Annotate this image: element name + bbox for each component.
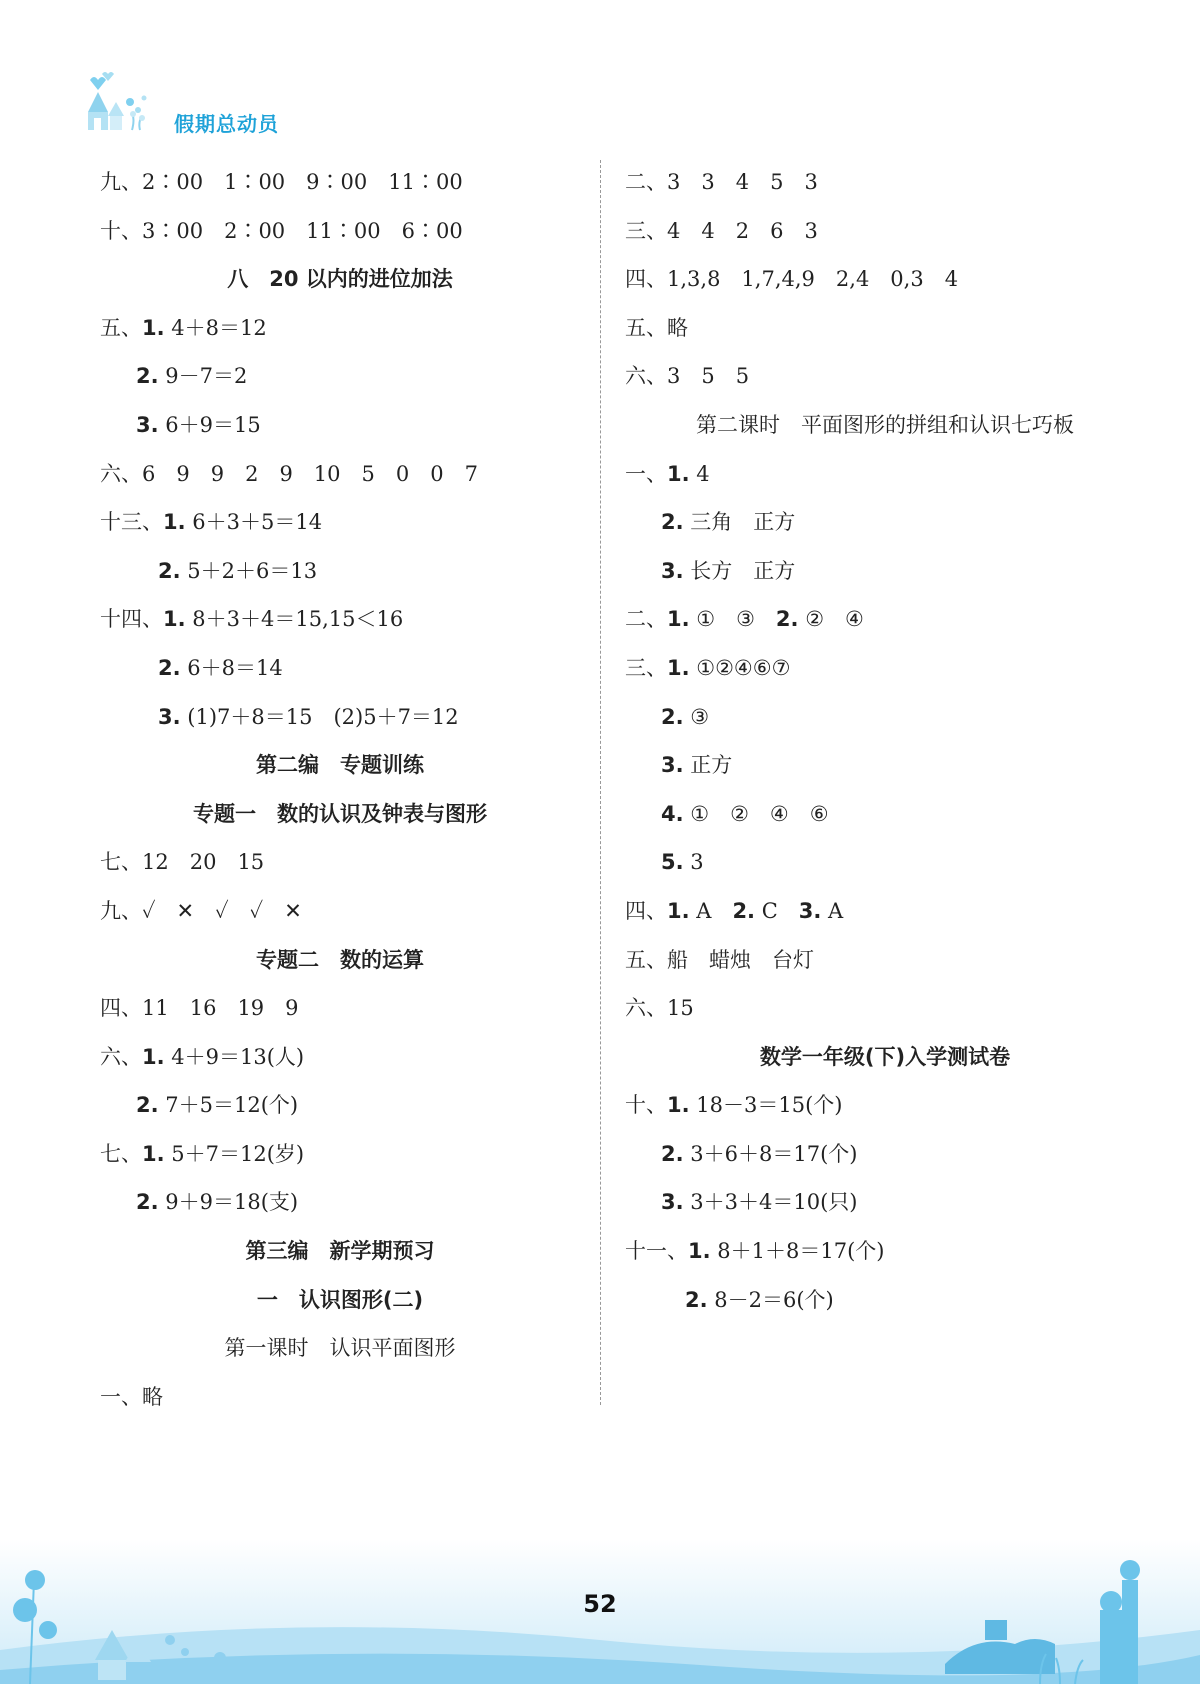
answer-line <box>100 1130 580 1179</box>
item-answer: 7＋5＝12(个) <box>158 1093 299 1118</box>
item-number: 3. <box>661 1190 684 1215</box>
answer-line: 四、11 16 19 9 <box>100 996 299 1021</box>
page-number: 52 <box>583 1590 617 1618</box>
answer-line <box>625 644 1145 693</box>
item-answer: (1)7＋8＝15 (2)5＋7＝12 <box>180 704 459 729</box>
house-logo-icon <box>82 72 172 142</box>
question-prefix: 十一、 <box>625 1239 688 1264</box>
item-number: 1. <box>142 1141 165 1166</box>
item-answer: ① ③ <box>689 607 776 632</box>
answer-line: 四、1,3,8 1,7,4,9 2,4 0,3 4 <box>625 267 959 292</box>
item-number: 2. <box>732 898 756 923</box>
item-answer: 三角 正方 <box>683 510 796 535</box>
item-answer: 5＋2＋6＝13 <box>180 558 318 583</box>
section-heading: 一 认识图形(二) <box>256 1287 424 1312</box>
item-number: 2. <box>775 607 799 632</box>
question-prefix: 二、 <box>625 607 667 632</box>
answer-line: 一、略 <box>100 1384 163 1409</box>
section-heading: 八 20 以内的进位加法 <box>227 267 453 292</box>
item-number: 2. <box>661 510 684 535</box>
header <box>82 72 382 142</box>
left-column <box>100 158 580 1421</box>
item-answer: 8＋3＋4＝15,15＜16 <box>185 607 404 632</box>
answer-line <box>625 1276 1145 1325</box>
answer-line <box>625 498 1145 547</box>
answer-line: 九、2∶00 1∶00 9∶00 11∶00 <box>100 170 463 194</box>
item-answer: ① ② ④ ⑥ <box>683 801 829 826</box>
header-title: 假期总动员 <box>174 112 279 136</box>
item-number: 1. <box>142 315 165 340</box>
answer-line: 九、✓ ✕ ✓ ✓ ✕ <box>100 898 302 923</box>
question-prefix: 一、 <box>625 461 667 486</box>
item-answer: 3＋6＋8＝17(个) <box>683 1141 858 1166</box>
item-number: 1. <box>667 1093 690 1118</box>
section-heading: 数学一年级(下)入学测试卷 <box>759 1044 1011 1069</box>
answer-line: 五、略 <box>625 315 688 340</box>
item-answer: 8＋1＋8＝17(个) <box>710 1239 885 1264</box>
item-answer: C <box>755 898 799 923</box>
item-number: 2. <box>136 364 159 389</box>
question-prefix: 十四、 <box>100 607 163 632</box>
answer-line <box>100 304 580 353</box>
answer-line <box>625 838 1145 887</box>
answer-line <box>625 450 1145 499</box>
answer-line <box>100 595 580 644</box>
answer-line <box>100 401 580 450</box>
item-answer: 6＋8＝14 <box>180 655 283 680</box>
item-number: 2. <box>661 1141 684 1166</box>
answer-line <box>100 547 580 596</box>
answer-line <box>100 498 580 547</box>
item-answer: 9＋9＝18(支) <box>158 1190 299 1215</box>
answer-line <box>100 1178 580 1227</box>
item-number: 5. <box>661 850 684 875</box>
right-column <box>625 158 1145 1324</box>
item-answer: A <box>821 898 844 923</box>
item-answer: 4＋8＝12 <box>164 315 267 340</box>
answer-line: 七、12 20 15 <box>100 850 265 875</box>
item-number: 2. <box>661 704 684 729</box>
question-prefix: 十三、 <box>100 510 163 535</box>
answer-line: 五、船 蜡烛 台灯 <box>625 947 814 972</box>
item-answer: ①②④⑥⑦ <box>689 655 791 680</box>
answer-line <box>625 547 1145 596</box>
item-answer: 6＋9＝15 <box>158 412 261 437</box>
item-answer: ② ④ <box>798 607 864 632</box>
answer-line <box>625 1178 1145 1227</box>
section-heading: 第二编 专题训练 <box>256 753 424 778</box>
answer-line <box>100 1081 580 1130</box>
question-prefix: 五、 <box>100 315 142 340</box>
answer-line: 六、15 <box>625 996 694 1021</box>
item-number: 2. <box>136 1093 159 1118</box>
item-answer: 正方 <box>683 753 733 778</box>
item-answer: 9－7＝2 <box>158 364 248 389</box>
item-answer: 6＋3＋5＝14 <box>185 510 323 535</box>
answer-line: 六、3 5 5 <box>625 364 750 389</box>
item-number: 1. <box>688 1239 711 1264</box>
question-prefix: 三、 <box>625 655 667 680</box>
section-heading: 专题二 数的运算 <box>256 947 424 972</box>
item-answer: 18－3＝15(个) <box>689 1093 843 1118</box>
answer-line <box>625 887 1145 936</box>
question-prefix: 七、 <box>100 1141 142 1166</box>
question-prefix: 四、 <box>625 898 667 923</box>
item-number: 1. <box>667 461 690 486</box>
lesson-heading: 第二课时 平面图形的拼组和认识七巧板 <box>696 412 1074 437</box>
item-number: 3. <box>661 558 684 583</box>
answer-line <box>625 1081 1145 1130</box>
item-number: 3. <box>798 898 822 923</box>
answer-line <box>625 693 1145 742</box>
item-number: 1. <box>667 655 690 680</box>
answer-line <box>625 1227 1145 1276</box>
item-number: 2. <box>158 655 181 680</box>
item-answer: 长方 正方 <box>683 558 796 583</box>
section-heading: 第三编 新学期预习 <box>245 1239 435 1264</box>
item-number: 2. <box>685 1287 708 1312</box>
item-answer: 3 <box>683 850 704 875</box>
item-number: 3. <box>158 704 181 729</box>
answer-line <box>625 1130 1145 1179</box>
answer-line <box>100 352 580 401</box>
item-answer: A <box>689 898 733 923</box>
item-answer: 4＋9＝13(人) <box>164 1044 305 1069</box>
answer-line <box>100 644 580 693</box>
item-number: 2. <box>136 1190 159 1215</box>
answer-line <box>625 595 1145 644</box>
answer-line: 二、3 3 4 5 3 <box>625 170 818 194</box>
item-answer: 4 <box>689 461 710 486</box>
item-number: 2. <box>158 558 181 583</box>
item-number: 1. <box>667 898 690 923</box>
question-prefix: 六、 <box>100 1044 142 1069</box>
answer-line <box>625 790 1145 839</box>
answer-line <box>100 1033 580 1082</box>
lesson-heading: 第一课时 认识平面图形 <box>224 1336 456 1361</box>
answer-line: 十、3∶00 2∶00 11∶00 6∶00 <box>100 218 463 243</box>
item-number: 4. <box>661 801 684 826</box>
column-divider <box>600 160 601 1405</box>
item-number: 3. <box>136 412 159 437</box>
item-number: 1. <box>667 607 690 632</box>
question-prefix: 十、 <box>625 1093 667 1118</box>
item-answer: 8－2＝6(个) <box>707 1287 834 1312</box>
item-number: 1. <box>163 607 186 632</box>
answer-line: 三、4 4 2 6 3 <box>625 218 818 243</box>
item-answer: 3＋3＋4＝10(只) <box>683 1190 858 1215</box>
answer-line <box>625 741 1145 790</box>
item-number: 3. <box>661 753 684 778</box>
item-number: 1. <box>142 1044 165 1069</box>
answer-line <box>100 693 580 742</box>
answer-line: 六、6 9 9 2 9 10 5 0 0 7 <box>100 461 478 486</box>
item-answer: 5＋7＝12(岁) <box>164 1141 305 1166</box>
item-number: 1. <box>163 510 186 535</box>
item-answer: ③ <box>683 704 710 729</box>
section-heading: 专题一 数的认识及钟表与图形 <box>193 801 487 826</box>
